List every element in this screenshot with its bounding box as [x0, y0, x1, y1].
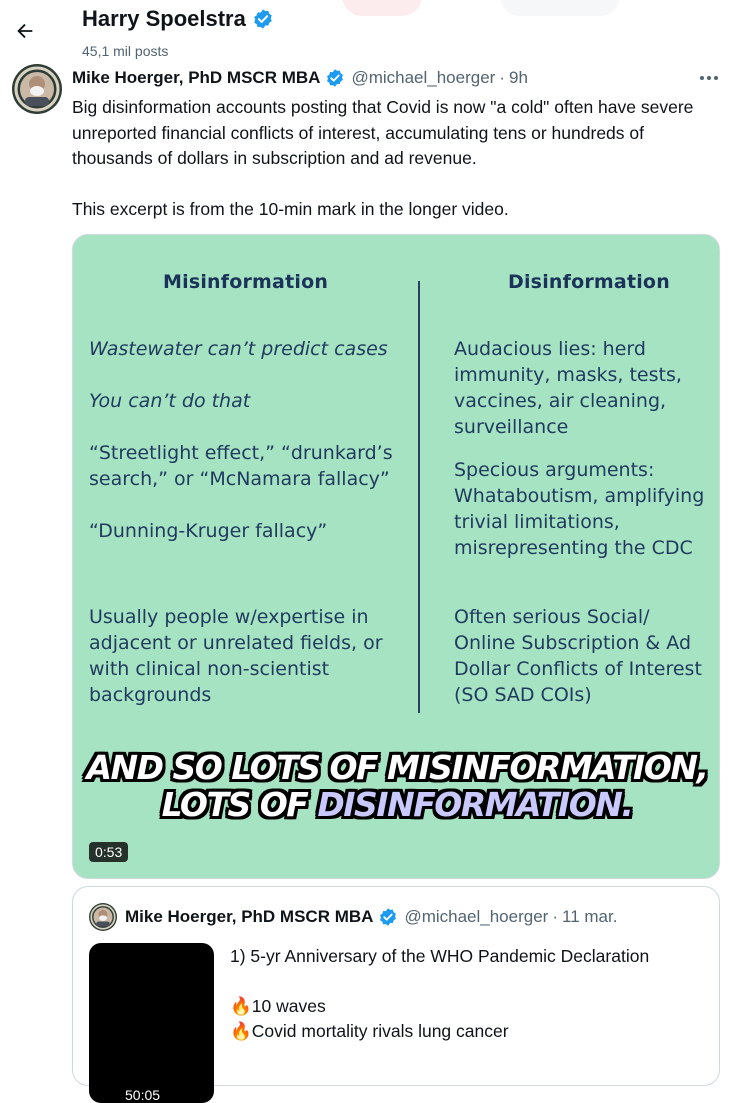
- quoted-tweet-date: 11 mar.: [562, 907, 618, 926]
- profile-header: [0, 0, 752, 62]
- profile-title: [82, 6, 274, 32]
- back-button[interactable]: [8, 14, 42, 48]
- left-item: “Streetlight effect,” “drunkard’s search,” or “McNamara fallacy”: [89, 442, 393, 490]
- separator-dot: ·: [552, 907, 558, 926]
- back-arrow-icon: [14, 20, 36, 42]
- quoted-video-duration: 50:05: [125, 1087, 161, 1103]
- header-banner-fragment: [500, 0, 620, 16]
- post-body: [72, 95, 712, 223]
- caption-highlight: DISINFORMATION.: [317, 785, 633, 824]
- right-column-heading: Disinformation: [508, 271, 670, 293]
- left-column-heading: Misinformation: [163, 271, 329, 293]
- left-item: Usually people w/expertise in adjacent or unrelated fields, or with clinical non-scientist backgrounds: [89, 606, 383, 706]
- post-timestamp[interactable]: 9h: [509, 68, 528, 87]
- video-duration-badge: 0:53: [89, 842, 128, 862]
- left-item: Wastewater can’t predict cases: [89, 338, 388, 360]
- right-item: Specious arguments: Whataboutism, amplifying trivial limitations, misrepresenting the CDC: [454, 459, 705, 559]
- quoted-tweet-header: [125, 907, 617, 927]
- quoted-text-line: 🔥10 waves: [230, 996, 326, 1016]
- post-text-paragraph: This excerpt is from the 10-min mark in the longer video.: [72, 199, 509, 219]
- quoted-author-handle: @michael_hoerger: [404, 907, 549, 926]
- profile-post-count: 45,1 mil posts: [82, 43, 169, 59]
- profile-display-name: Harry Spoelstra: [82, 6, 246, 31]
- quoted-author-avatar[interactable]: [89, 903, 117, 931]
- quoted-tweet[interactable]: [72, 886, 720, 1103]
- quoted-text-line: 1) 5-yr Anniversary of the WHO Pandemic Declaration: [230, 946, 650, 966]
- more-options-icon: [698, 75, 720, 81]
- post-author-handle[interactable]: @michael_hoerger: [351, 68, 496, 87]
- left-item: “Dunning-Kruger fallacy”: [89, 520, 328, 542]
- post-header: [72, 68, 528, 88]
- quoted-text-line: 🔥Covid mortality rivals lung cancer: [230, 1021, 509, 1041]
- avatar-image: [12, 64, 62, 114]
- header-banner-fragment: [342, 0, 422, 16]
- caption-text: LOTS OF: [161, 785, 308, 824]
- separator-dot: ·: [499, 68, 505, 87]
- verified-badge-icon: [378, 907, 398, 927]
- quoted-author-name: Mike Hoerger, PhD MSCR MBA: [125, 907, 374, 926]
- more-options-button[interactable]: [694, 66, 724, 90]
- verified-badge-icon: [252, 8, 274, 30]
- column-divider: [418, 281, 420, 713]
- left-item: You can’t do that: [89, 390, 251, 412]
- post-author-name[interactable]: Mike Hoerger, PhD MSCR MBA: [72, 68, 321, 87]
- right-item: Often serious Social/ Online Subscription & Ad Dollar Conflicts of Interest (SO SAD COIs): [454, 606, 702, 706]
- post-text-paragraph: Big disinformation accounts posting that Covid is now "a cold" often have severe unreported financial conflicts of interest, accumulating tens or hundreds of thousands of dollars in subscription and ad revenue.: [72, 97, 694, 168]
- avatar-image: [89, 903, 117, 931]
- video-player[interactable]: [72, 234, 720, 879]
- author-avatar[interactable]: [12, 64, 62, 114]
- verified-badge-icon: [325, 68, 345, 88]
- quoted-tweet-body: [230, 944, 700, 1044]
- video-caption-line: [73, 786, 721, 824]
- right-item: Audacious lies: herd immunity, masks, tests, vaccines, air cleaning, surveillance: [454, 338, 682, 438]
- quoted-video-thumbnail[interactable]: [89, 943, 214, 1103]
- video-caption-line: AND SO LOTS OF MISINFORMATION,: [86, 748, 708, 787]
